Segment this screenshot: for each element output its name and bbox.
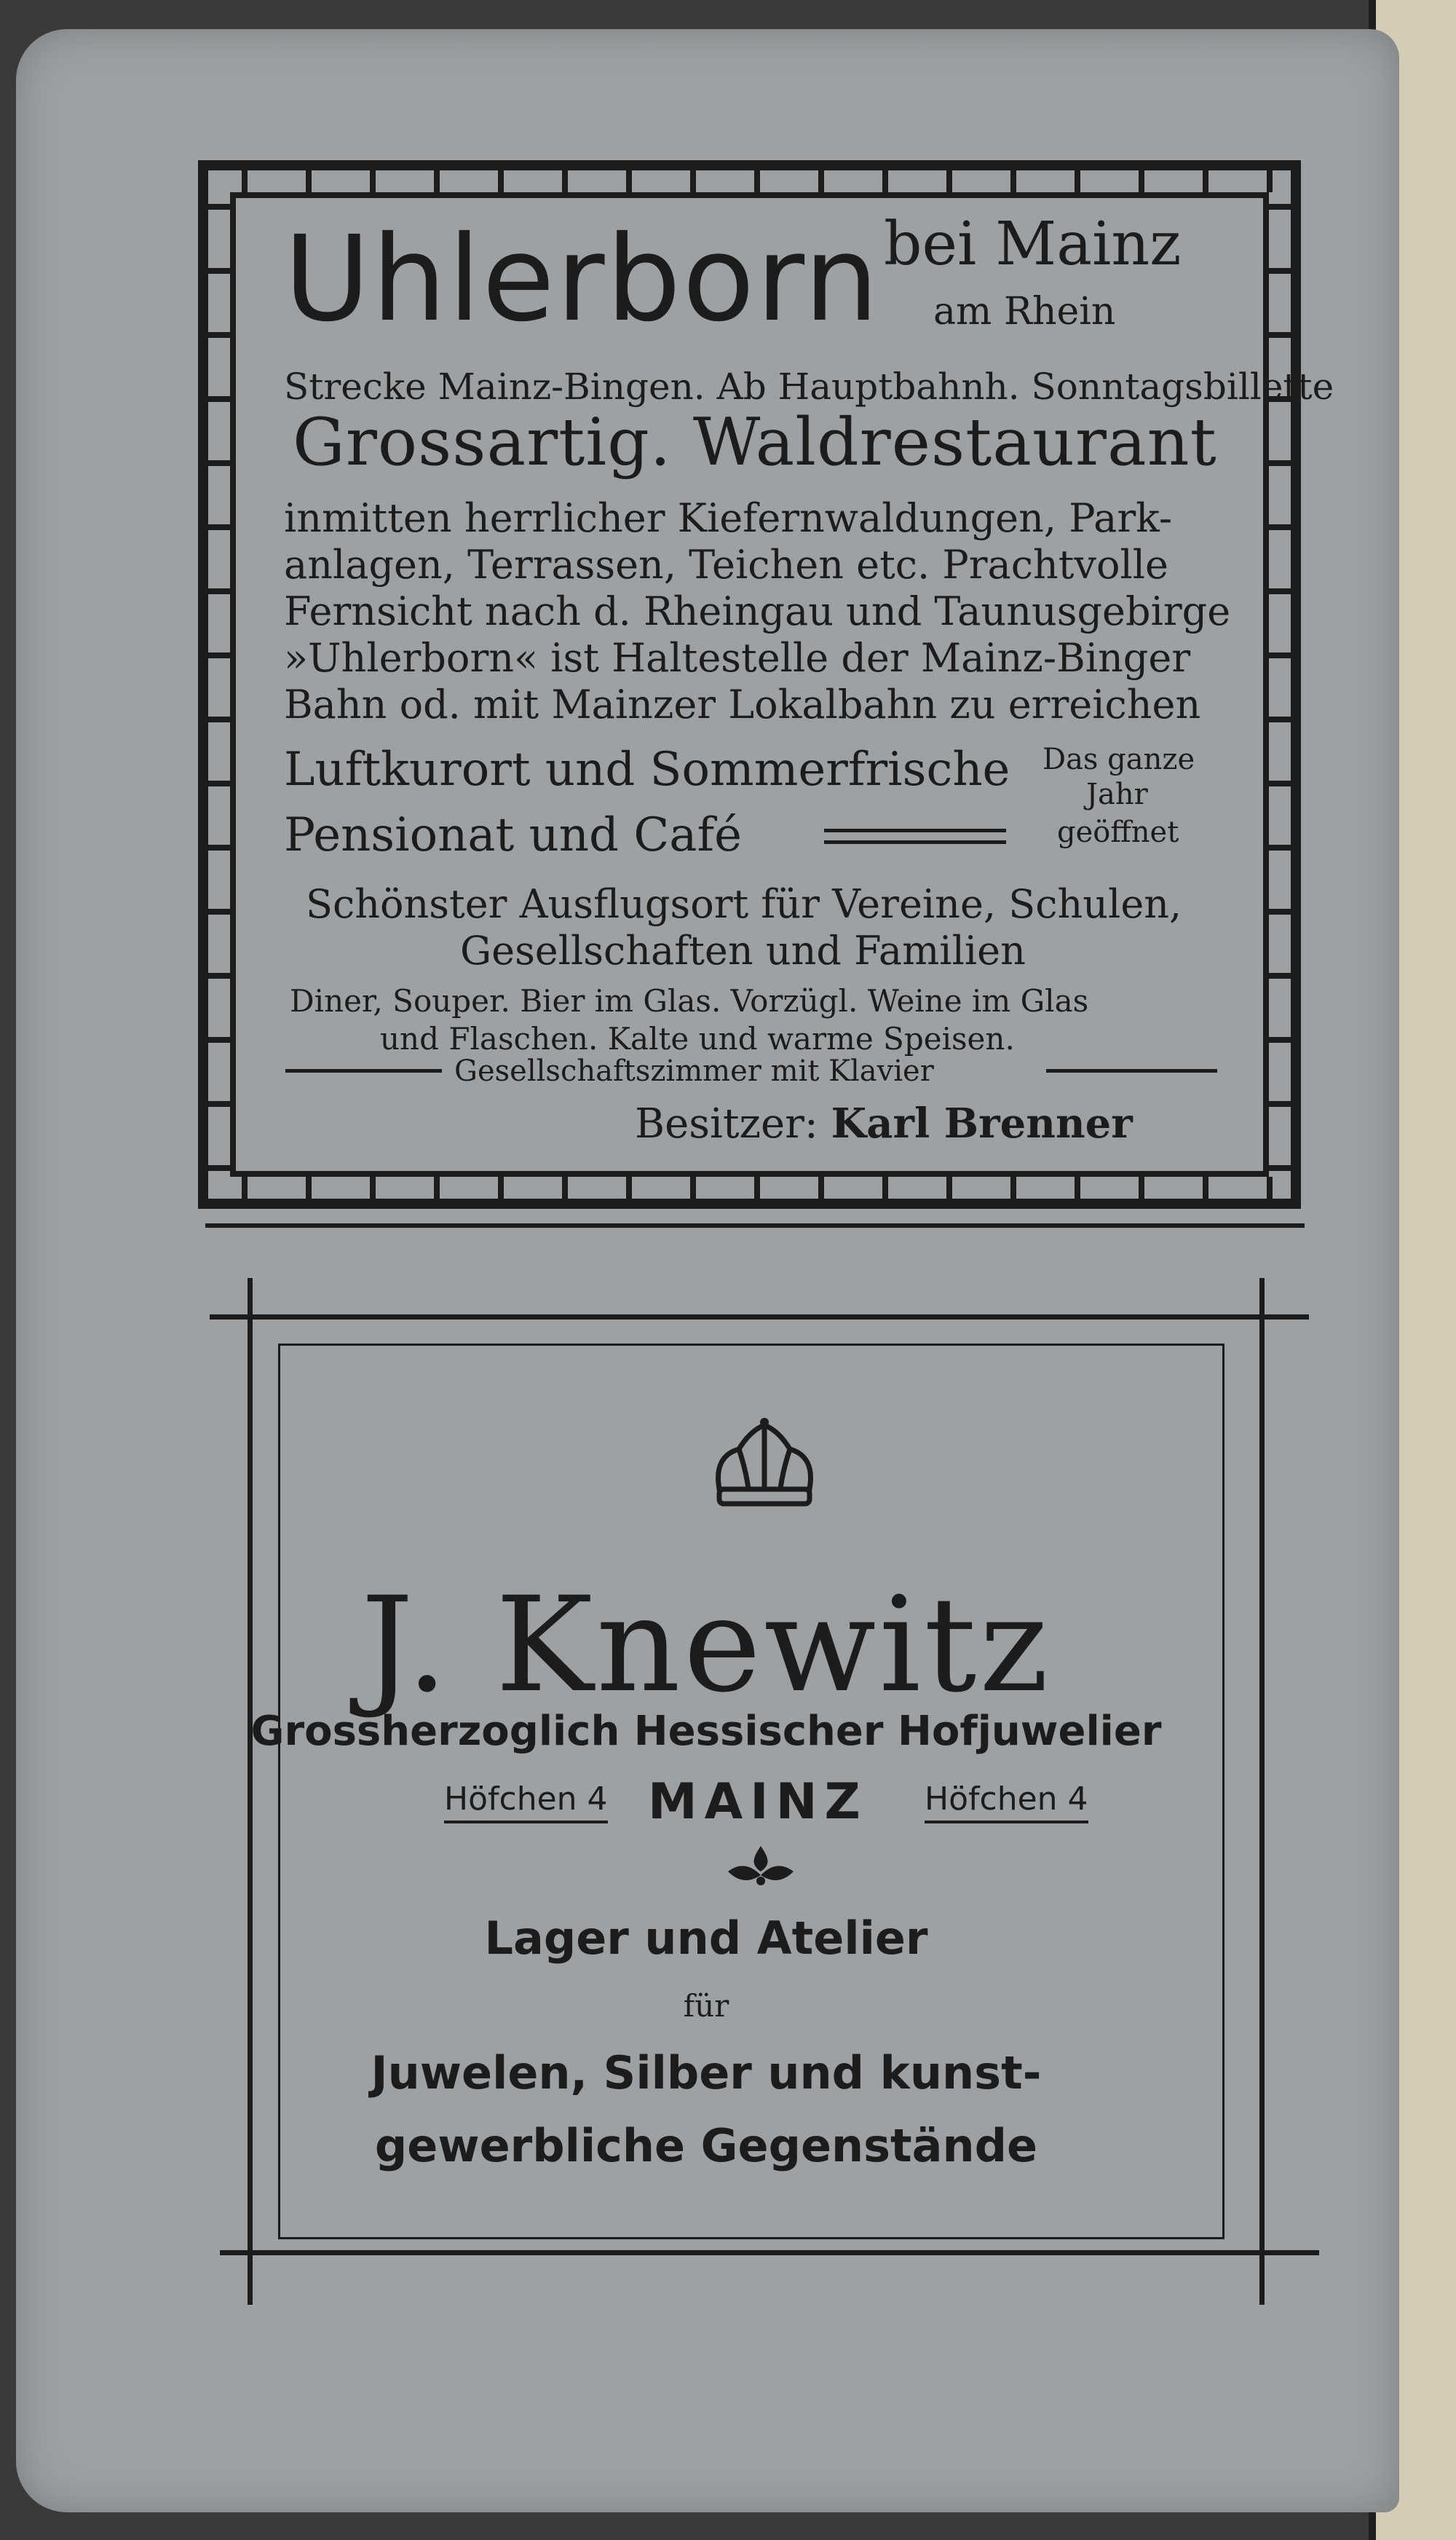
- crown-icon: [706, 1416, 823, 1511]
- border-tick: [306, 1177, 312, 1199]
- open-note-2: Jahr: [1086, 778, 1148, 811]
- owner-label: Besitzer:: [635, 1100, 818, 1148]
- border-tick: [208, 652, 230, 658]
- border-tick: [1269, 1037, 1291, 1043]
- border-tick: [208, 1037, 230, 1043]
- border-tick: [1010, 1177, 1016, 1199]
- border-tick: [208, 588, 230, 594]
- double-rule-top: [824, 829, 1006, 832]
- border-tick: [1269, 268, 1291, 274]
- border-tick: [946, 1177, 952, 1199]
- border-tick: [1267, 1177, 1273, 1199]
- floral-ornament-icon: [721, 1839, 801, 1890]
- frame-top-rule: [210, 1314, 1309, 1320]
- diner-line-2: und Flaschen. Kalte und warme Speisen.: [380, 1021, 1015, 1057]
- jeweler-title: Grossherzoglich Hessischer Hofjuwelier: [250, 1708, 1162, 1755]
- border-tick: [690, 170, 696, 192]
- border-tick: [370, 170, 376, 192]
- border-tick: [1269, 460, 1291, 466]
- body-line: inmitten herrlicher Kiefernwaldungen, Park-: [284, 495, 1173, 541]
- border-tick: [1269, 652, 1291, 658]
- border-tick: [434, 170, 440, 192]
- border-tick: [208, 1165, 230, 1171]
- border-tick: [208, 268, 230, 274]
- open-note-3: geöffnet: [1057, 816, 1179, 849]
- restaurant-headline: Grossartig. Waldrestaurant: [293, 404, 1217, 481]
- border-tick: [208, 524, 230, 530]
- border-tick: [882, 1177, 888, 1199]
- body-line: Fernsicht nach d. Rheingau und Taunusgebirge: [284, 588, 1231, 634]
- border-tick: [754, 1177, 760, 1199]
- border-tick: [690, 1177, 696, 1199]
- border-tick: [1269, 781, 1291, 786]
- open-note-1: Das ganze: [1042, 743, 1195, 776]
- border-tick: [1269, 717, 1291, 722]
- border-tick: [242, 1177, 248, 1199]
- address-left: Höfchen 4: [444, 1780, 608, 1823]
- border-tick: [498, 1177, 504, 1199]
- border-tick: [1075, 1177, 1080, 1199]
- border-tick: [626, 170, 632, 192]
- border-tick: [626, 1177, 632, 1199]
- body-line: Bahn od. mit Mainzer Lokalbahn zu erreichen: [284, 682, 1201, 727]
- border-tick: [208, 204, 230, 210]
- border-tick: [946, 170, 952, 192]
- border-tick: [208, 332, 230, 338]
- border-tick: [208, 973, 230, 979]
- border-tick: [208, 460, 230, 466]
- border-tick: [208, 909, 230, 915]
- owner-line: [635, 1100, 1133, 1148]
- pensionat-line: Pensionat und Café: [284, 808, 742, 862]
- border-tick: [1269, 588, 1291, 594]
- goods-line-2: gewerbliche Gegenstände: [374, 2119, 1038, 2172]
- knewitz-advertisement: [211, 1278, 1318, 2312]
- border-tick: [1269, 1101, 1291, 1107]
- fuer-text: für: [683, 1988, 729, 2024]
- border-tick: [1010, 170, 1016, 192]
- border-tick: [562, 170, 568, 192]
- klavier-line: Gesellschaftszimmer mit Klavier: [454, 1054, 934, 1088]
- border-tick: [1269, 909, 1291, 915]
- border-tick: [562, 1177, 568, 1199]
- border-tick: [1269, 845, 1291, 851]
- ad-title: Uhlerborn: [284, 211, 880, 348]
- border-tick: [1203, 170, 1208, 192]
- border-tick: [1269, 204, 1291, 210]
- frame-right-rule: [1259, 1278, 1265, 2305]
- lager-heading: Lager und Atelier: [484, 1912, 928, 1965]
- border-tick: [208, 717, 230, 722]
- border-tick: [1269, 524, 1291, 530]
- ausflug-line-1: Schönster Ausflugsort für Vereine, Schulen,: [306, 881, 1182, 927]
- frame-bottom-rule: [220, 2250, 1319, 2255]
- border-tick: [818, 1177, 824, 1199]
- address-right: Höfchen 4: [925, 1780, 1088, 1823]
- border-tick: [208, 1101, 230, 1107]
- border-tick: [1075, 170, 1080, 192]
- jeweler-name: J. Knewitz: [360, 1569, 1052, 1721]
- uhlerborn-advertisement: [198, 160, 1334, 1209]
- border-tick: [1269, 973, 1291, 979]
- border-tick: [754, 170, 760, 192]
- border-tick: [208, 781, 230, 786]
- border-tick: [208, 396, 230, 402]
- border-tick: [1267, 170, 1273, 192]
- border-tick: [1139, 170, 1144, 192]
- border-tick: [1139, 1177, 1144, 1199]
- diner-line-1: Diner, Souper. Bier im Glas. Vorzügl. Weine im Glas: [290, 983, 1089, 1019]
- route-info: Strecke Mainz-Bingen. Ab Hauptbahnh. Sonntagsbillette: [284, 366, 1334, 408]
- owner-name: Karl Brenner: [831, 1100, 1133, 1148]
- location-river: am Rhein: [933, 290, 1116, 334]
- goods-line-1: Juwelen, Silber und kunst-: [371, 2046, 1042, 2099]
- double-rule-bottom: [824, 840, 1006, 844]
- border-tick: [306, 170, 312, 192]
- location-subtitle: bei Mainz: [884, 210, 1182, 279]
- border-tick: [498, 170, 504, 192]
- body-line: »Uhlerborn« ist Haltestelle der Mainz-Binger: [284, 635, 1191, 681]
- rule-right: [1046, 1069, 1217, 1073]
- kurort-line: Luftkurort und Sommerfrische: [284, 743, 1010, 797]
- border-tick: [818, 170, 824, 192]
- city-name: MAINZ: [648, 1773, 868, 1831]
- border-tick: [882, 170, 888, 192]
- border-tick: [370, 1177, 376, 1199]
- rule-left: [285, 1069, 442, 1073]
- border-tick: [1269, 332, 1291, 338]
- border-tick: [242, 170, 248, 192]
- border-tick: [434, 1177, 440, 1199]
- ausflug-line-2: Gesellschaften und Familien: [460, 928, 1026, 974]
- border-tick: [1269, 1165, 1291, 1171]
- border-tick: [208, 845, 230, 851]
- body-line: anlagen, Terrassen, Teichen etc. Prachtvolle: [284, 542, 1168, 588]
- border-tick: [1203, 1177, 1208, 1199]
- section-divider: [205, 1223, 1305, 1228]
